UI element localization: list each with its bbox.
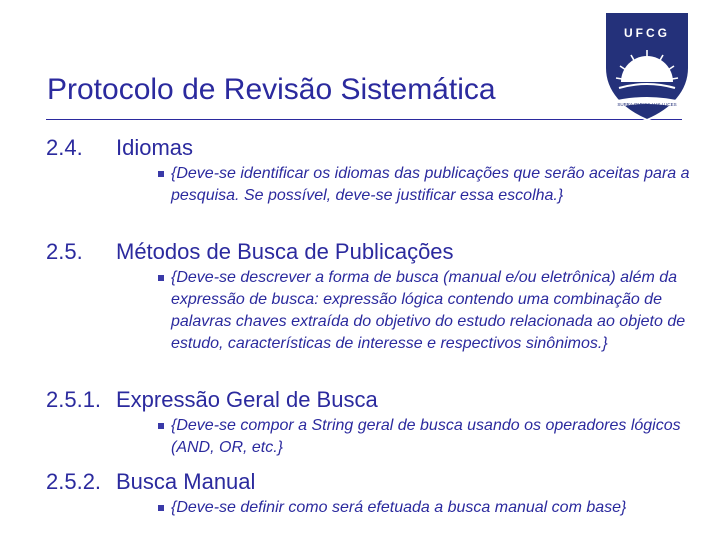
bullet-text: {Deve-se identificar os idiomas das publicações que serão aceitas para a pesquisa. Se possível, deve-se justificar essa escolha.} (171, 165, 690, 204)
section-title: Métodos de Busca de Publicações (116, 239, 454, 264)
bullet-text: {Deve-se compor a String geral de busca usando os operadores lógicos (AND, OR, etc.} (171, 417, 681, 456)
bullet-text: {Deve-se definir como será efetuada a busca manual com base} (171, 499, 627, 516)
section-heading (46, 467, 696, 497)
bullet-square-icon (158, 171, 164, 177)
section-number: 2.5.1. (46, 387, 102, 412)
bullet-item (158, 163, 696, 207)
section-number: 2.4. (46, 135, 83, 160)
slide-content (46, 133, 696, 519)
bullet-item (158, 497, 696, 519)
section-title: Busca Manual (116, 469, 256, 494)
section-title: Expressão Geral de Busca (116, 387, 378, 412)
ufcg-logo (601, 10, 693, 122)
section-title: Idiomas (116, 135, 194, 160)
bullet-square-icon (158, 505, 164, 511)
section-busca-manual (46, 467, 696, 519)
section-idiomas (46, 133, 696, 237)
section-heading (46, 385, 696, 415)
section-number: 2.5.2. (46, 469, 102, 494)
section-metodos-busca (46, 237, 696, 385)
bullet-square-icon (158, 275, 164, 281)
logo-text: UFCG (624, 26, 670, 40)
section-expressao-geral (46, 385, 696, 467)
bullet-square-icon (158, 423, 164, 429)
title-divider (46, 119, 682, 120)
bullet-item (158, 267, 696, 355)
section-number: 2.5. (46, 239, 83, 264)
bullet-text: {Deve-se descrever a forma de busca (manual e/ou eletrônica) além da expressão de busca: expressão lógica contendo uma combinação de palavras chaves extraída do objetivo do estudo relacionada ao objeto de estudo, características de interesse e respectivos sinônimos.} (171, 269, 686, 352)
logo-motto: SUPRA OMNES LUX LUCES (617, 102, 677, 107)
section-heading (46, 237, 696, 267)
section-heading (46, 133, 696, 163)
slide-title: Protocolo de Revisão Sistemática (47, 73, 496, 106)
bullet-item (158, 415, 696, 459)
